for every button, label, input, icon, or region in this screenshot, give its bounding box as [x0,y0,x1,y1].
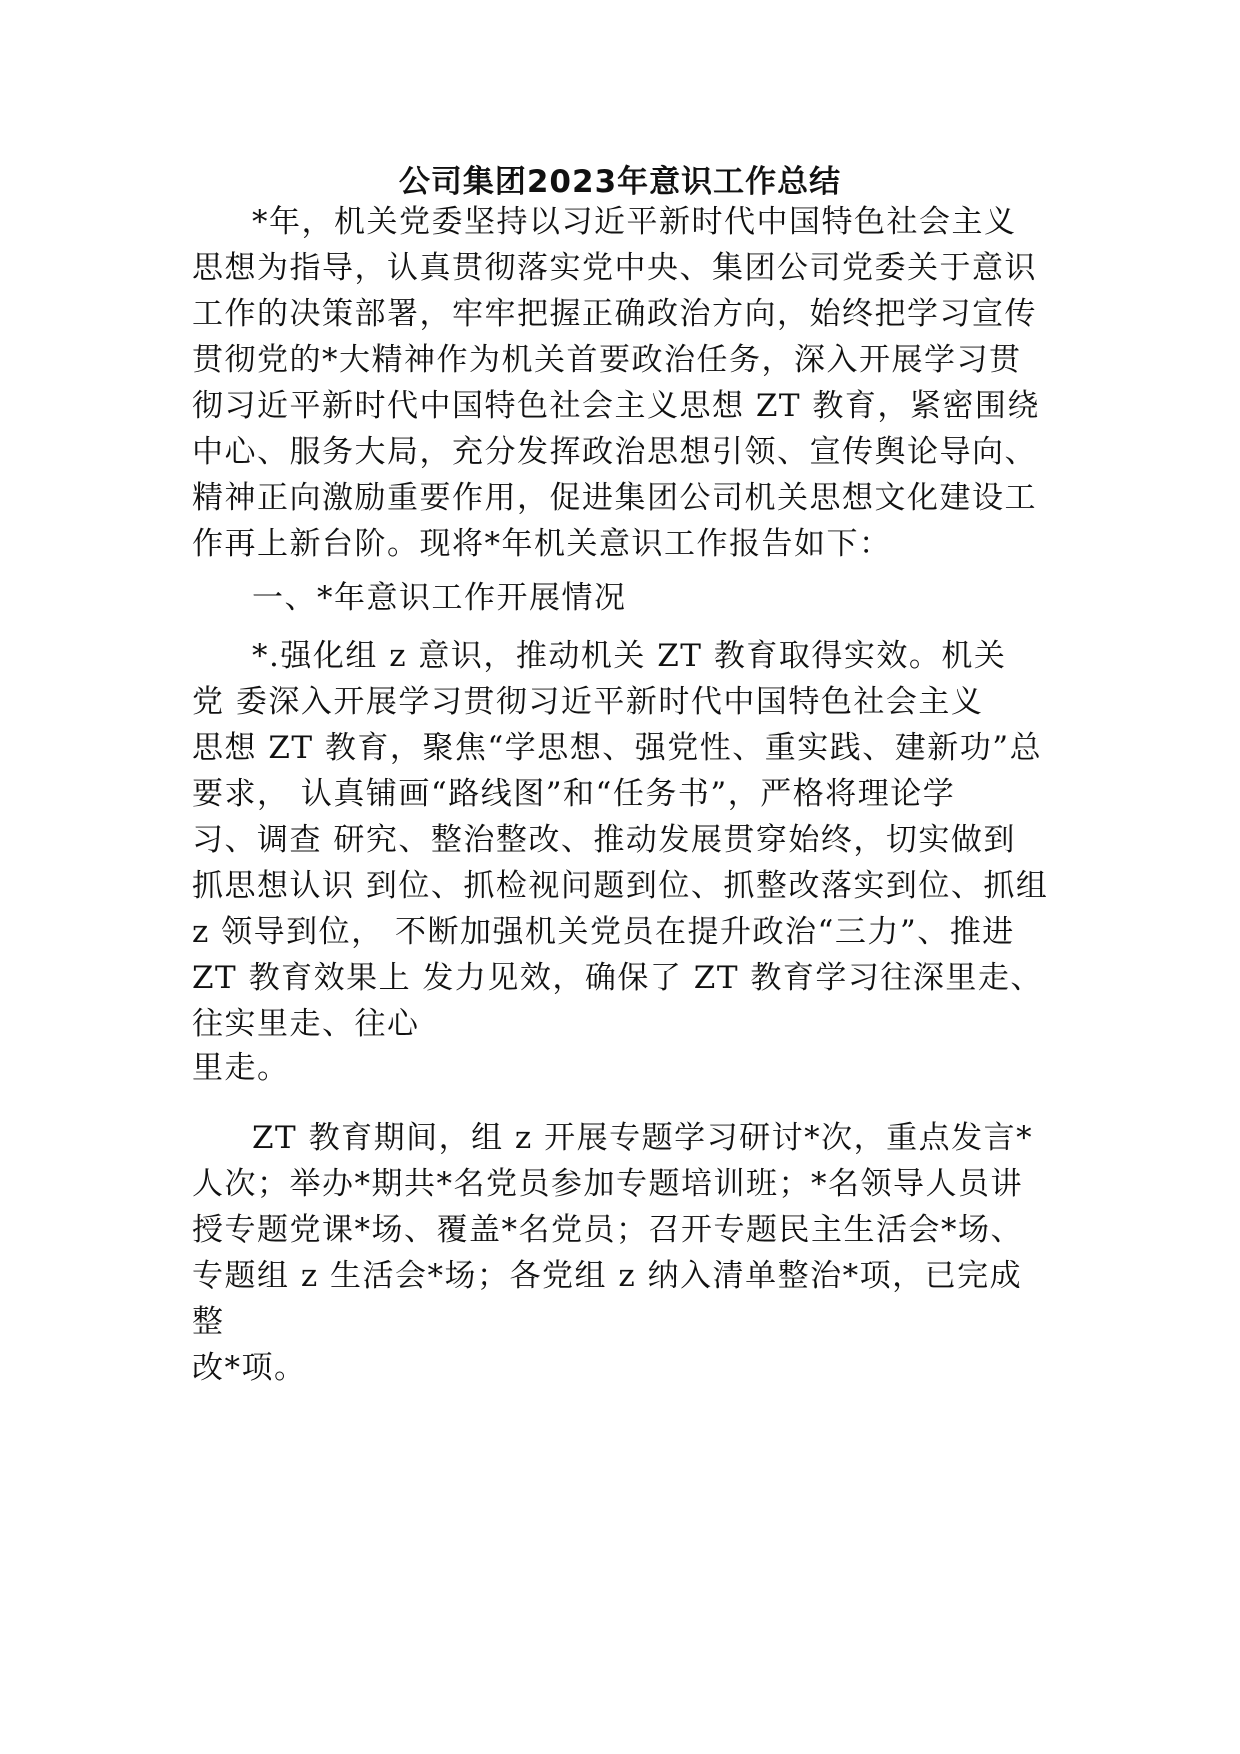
para1-line-1: *.强化组 z 意识，推动机关 ZT 教育取得实效。机关 [252,638,1007,674]
para2-line-6: 改*项。 [192,1350,307,1386]
intro-line-1: *年，机关党委坚持以习近平新时代中国特色社会主义 [252,204,1017,240]
para2-line-5: 整 [192,1304,225,1340]
para1-line-7: z 领导到位， 不断加强机关党员在提升政治“三力”、推进 [192,914,1015,950]
para1-line-10: 里走。 [192,1050,290,1086]
section-heading: 一、*年意识工作开展情况 [252,580,627,616]
intro-line-5: 彻习近平新时代中国特色社会主义思想 ZT 教育，紧密围绕 [192,388,1040,424]
intro-line-3: 工作的决策部署，牢牢把握正确政治方向，始终把学习宣传 [192,296,1037,332]
para1-line-8: ZT 教育效果上 发力见效，确保了 ZT 教育学习往深里走、 [192,960,1043,996]
para2-line-1: ZT 教育期间，组 z 开展专题学习研讨*次，重点发言* [252,1120,1034,1156]
document-title: 公司集团2023年意识工作总结 [398,164,842,200]
para1-line-5: 习、调查 研究、整治整改、推动发展贯穿始终，切实做到 [192,822,1016,858]
intro-line-4: 贯彻党的*大精神作为机关首要政治任务，深入开展学习贯 [192,342,1022,378]
para2-line-3: 授专题党课*场、覆盖*名党员；召开专题民主生活会*场、 [192,1212,1023,1248]
para1-line-6: 抓思想认识 到位、抓检视问题到位、抓整改落实到位、抓组 [192,868,1049,904]
intro-line-2: 思想为指导，认真贯彻落实党中央、集团公司党委关于意识 [192,250,1037,286]
para1-line-3: 思想 ZT 教育，聚焦“学思想、强党性、重实践、建新功”总 [192,730,1043,766]
intro-line-8: 作再上新台阶。现将*年机关意识工作报告如下： [192,526,892,562]
intro-line-6: 中心、服务大局，充分发挥政治思想引领、宣传舆论导向、 [192,434,1037,470]
para1-line-4: 要求， 认真铺画“路线图”和“任务书”，严格将理论学 [192,776,956,812]
intro-line-7: 精神正向激励重要作用，促进集团公司机关思想文化建设工 [192,480,1037,516]
para1-line-2: 党 委深入开展学习贯彻习近平新时代中国特色社会主义 [192,684,984,720]
para2-line-2: 人次；举办*期共*名党员参加专题培训班；*名领导人员讲 [192,1166,1023,1202]
para1-line-9: 往实里走、往心 [192,1006,420,1042]
para2-line-4: 专题组 z 生活会*场；各党组 z 纳入清单整治*项，已完成 [192,1258,1023,1294]
